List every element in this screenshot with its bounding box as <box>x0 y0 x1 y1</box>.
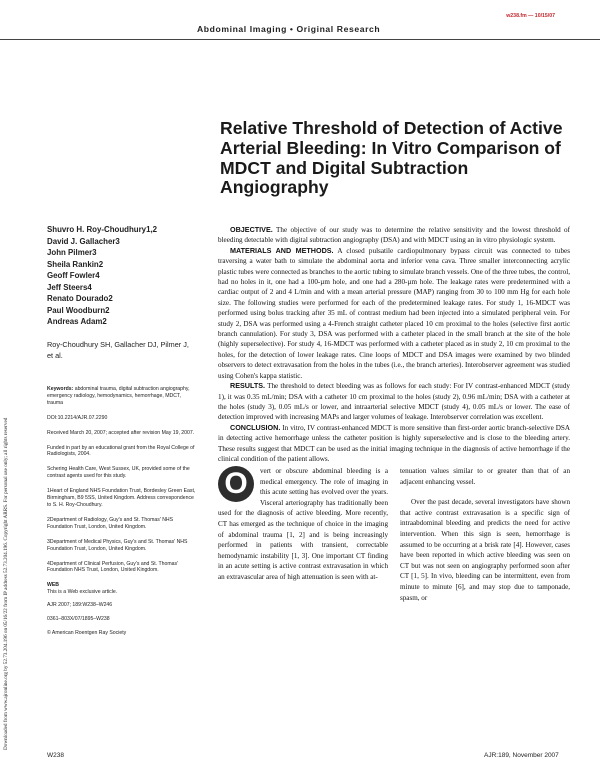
author: David J. Gallacher3 <box>47 236 120 246</box>
issn: 0361–803X/07/1895–W238 <box>47 615 110 622</box>
ajr-ref: AJR 2007; 189:W238–W246 <box>47 602 113 609</box>
affiliation: 2Department of Radiology, Guy's and St. Thomas' NHS Foundation Trust, London, United Kingdom. <box>47 516 174 530</box>
methods-label: MATERIALS AND METHODS. <box>230 245 334 255</box>
journal-issue: AJR:189, November 2007 <box>484 752 559 759</box>
author: Andreas Adam2 <box>47 317 107 326</box>
abstract-conclusion <box>218 423 570 465</box>
abstract-objective <box>218 225 570 246</box>
copyright: © American Roentgen Ray Society <box>47 629 127 636</box>
results-label: RESULTS. <box>230 381 266 391</box>
affiliation: 3Department of Medical Physics, Guy's and St. Thomas' NHS Foundation Trust, London, United Kingdom. <box>47 538 188 552</box>
body-paragraph <box>218 466 388 583</box>
page-number: W238 <box>47 752 64 759</box>
results-text: The threshold to detect bleeding was as follows for each study: For IV contrast-enhanced MDCT (study 1), it was 0.35 mL/min; DSA with a catheter 10 cm proximal to the holes (study 2), 0.96 mL/min; DSA with a catheter at the holes (study 3), 0.05 mL/s or lower, and intraarterial selective MDCT (study 4), 0.05 mL/s or lower. The ease of detection improved with increasing MAPs and larger volumes of leakage. Interobserver correlation was excellent. <box>218 382 570 422</box>
body-text: vert or obscure abdominal bleeding is a medical emergency. The role of imaging in this acute setting has evolved over the years. Visceral arteriography has traditionally been used for the diagnosis of active bleeding. More recently, CT has emerged as the technique of choice in the imaging of abdominal trauma [1, 2] and is being increasingly performed in patients with transient, correctable hemodynamic instability [1, 3]. One important CT finding in an acute setting is active contrast extravasation in which an extravascular area of high attenuation is seen with at- <box>218 467 388 581</box>
objective-label: OBJECTIVE. <box>230 225 273 234</box>
author: Sheila Rankin2 <box>47 259 104 269</box>
author: Renato Dourado2 <box>47 294 113 303</box>
body-column-1 <box>218 466 388 583</box>
body-paragraph: Over the past decade, several investigators have shown that active contrast extravasation is a specific sign of intraabdominal bleeding and predicts the need for active intervention. When this sign is seen, hemorrhage is assumed to be occurring at a brisk rate [4]. However, cases have been reported in which active bleeding was seen on CT but was not seen on angiography performed soon after CT [1, 5]. In vivo, bleeding can be intermittent, even from minute to minute [6], and may stop due to tamponade, spasm, or <box>400 498 570 602</box>
web-text: This is a Web exclusive article. <box>47 589 118 596</box>
abstract <box>218 225 570 464</box>
keywords-text: abdominal trauma, digital subtraction angiography, emergency radiology, hemodynamics, hemorrhage, MDCT, trauma <box>47 386 190 406</box>
author: Geoff Fowler4 <box>47 271 100 280</box>
keywords <box>47 386 197 407</box>
author: John Pilmer3 <box>47 248 97 257</box>
web-note <box>47 582 197 596</box>
methods-text: A closed pulsatile cardiopulmonary bypass circuit was connected to tubes traversing a water bath to simulate the abdominal aorta and inferior vena cava. Three smaller interconnecting acrylic plastic tubes were connected as branches to the aortic tubing to simulate branch vessels. One of the three tubes, the control, had no holes in it, one had a 100-µm hole, and one had a 280-µm hole. The leakage rates were predetermined with a cardiac output of 2 and 4 L/min and with a mean arterial pressure (MAP) ranging from 30 to 100 mm Hg for each hole size. The following studies were performed for each of the predetermined leakage rates. For study 1, 16-MDCT was performed using bolus tracking after 35 mL of contrast medium had been injected into a simulated peripheral vein. For study 2, DSA was performed using a 4-French straight catheter placed 10 cm proximal to the holes (selective first aortic branch cannulation). For study 3, DSA was performed with a catheter placed in the small branch at the site of the hole (highly superselective). For study 4, 16-MDCT was performed with a catheter placed as in study 2, 10 cm proximal to the holes, for the detection of lower leakage rates. Cine loops of MDCT and DSA images were examined by two blinded observers to detect extravasation from the holes in the tubes (i.e., the branch arteries). Interobserver agreement was studied using Cohen's kappa statistic. <box>218 246 570 380</box>
article-metadata <box>47 386 197 645</box>
download-notice-text: Downloaded from www.ajronline.org by 52.73.204.196 on 05/16/22 from IP address 52.73.204.196. Copyright ARRS. For personal use only; all rights reserved <box>3 417 9 750</box>
abstract-methods <box>218 246 570 381</box>
body-column-2 <box>400 466 570 603</box>
header-rule <box>0 39 600 40</box>
received-dates: Received March 20, 2007; accepted after revision May 19, 2007. <box>47 429 195 436</box>
conclusion-text: In vitro, IV contrast-enhanced MDCT is more sensitive than first-order aortic branch-selective DSA in detecting active hemorrhage unless the catheter position is highly superselective and is close to the bleeding artery. These results suggest that MDCT can be used as the initial imaging technique in the diagnosis of active hemorrhage if the clinical condition of the patient allows. <box>218 423 570 463</box>
journal-ref <box>47 602 197 637</box>
file-stamp: w238.fm — 10/15/07 <box>506 13 555 19</box>
author: Paul Woodburn2 <box>47 305 110 315</box>
funding-note: Funded in part by an educational grant from the Royal College of Radiologists, 2004. <box>47 444 195 458</box>
section-header: Abdominal Imaging • Original Research <box>197 24 381 34</box>
conclusion-label: CONCLUSION. <box>230 422 281 432</box>
keywords-label: Keywords: <box>47 386 74 392</box>
abstract-results <box>218 381 570 423</box>
affiliation: 1Heart of England NHS Foundation Trust, Bordesley Green East, Birmingham, B9 5SS, United Kingdom. Address correspondence to S. H. Roy-Choudhury. <box>47 488 196 508</box>
web-label: WEB <box>47 582 59 589</box>
body-paragraph: tenuation values similar to or greater than that of an adjacent enhancing vessel. <box>400 467 570 486</box>
doi: DOI:10.2214/AJR.07.2290 <box>47 414 108 421</box>
download-notice <box>3 30 13 750</box>
article-title: Relative Threshold of Detection of Active Arterial Bleeding: In Vitro Comparison of MDCT and Digital Subtraction Angiography <box>220 118 563 198</box>
objective-text: The objective of our study was to determine the relative sensitivity and the lowest threshold of bleeding detectable with digital subtraction angiography (DSA) and with MDCT using an in vitro physiologic system. <box>218 226 570 245</box>
contrast-note: Schering Health Care, West Sussex, UK, provided some of the contrast agents used for this study. <box>47 466 190 480</box>
author: Shuvro H. Roy-Choudhury1,2 <box>47 225 158 234</box>
author: Jeff Steers4 <box>47 282 92 292</box>
affiliation: 4Department of Clinical Perfusion, Guy's and St. Thomas' Foundation NHS Trust, London, United Kingdom. <box>47 560 179 574</box>
citation: Roy-Choudhury SH, Gallacher DJ, Pilmer J, et al. <box>47 340 189 360</box>
author-list <box>47 224 187 328</box>
drop-cap: O <box>218 466 254 502</box>
